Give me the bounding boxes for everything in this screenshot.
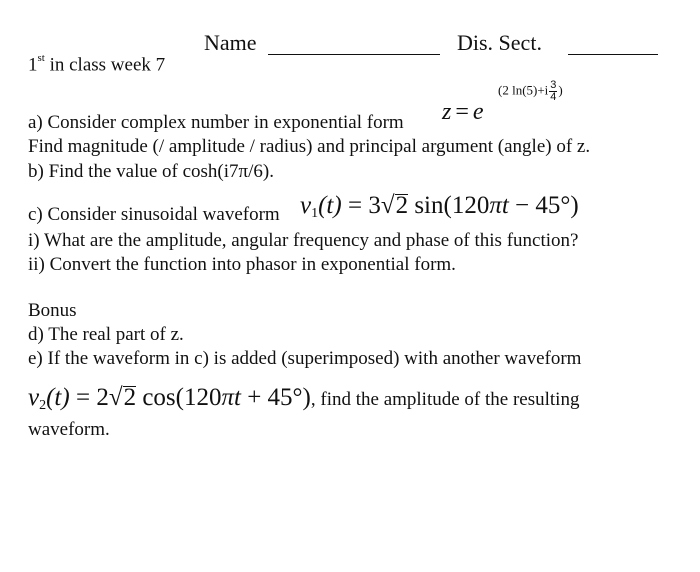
- week-heading: [28, 54, 165, 76]
- part-c-line-ii: ii) Convert the function into phasor in exponential form.: [28, 254, 456, 275]
- v1-var: v: [300, 192, 312, 219]
- exponent-right: ): [558, 82, 563, 98]
- part-c-line1: c) Consider sinusoidal waveform: [28, 204, 280, 225]
- v2-coef: = 2: [69, 384, 109, 411]
- z-var: z: [442, 99, 452, 125]
- v1-subscript: 1: [311, 206, 319, 221]
- bonus-line-d: d) The real part of z.: [28, 324, 184, 345]
- v1-phase: − 45°): [508, 192, 579, 219]
- part-a-line2: Find magnitude (/ amplitude / radius) and principal argument (angle) of z.: [28, 136, 591, 157]
- v2-formula: $v_2(t) = 2√2$ cos(120πt + 45°), find the amplitude of the resulting: [28, 384, 580, 413]
- z-formula: [442, 99, 484, 126]
- v2-func: cos(120: [136, 384, 222, 411]
- name-blank-line: [268, 53, 440, 55]
- exponent-numerator: 3: [550, 79, 557, 91]
- name-label: Name: [204, 30, 257, 55]
- section-label: Dis. Sect.: [457, 30, 542, 55]
- bonus-title: Bonus: [28, 300, 77, 321]
- v2-subscript: 2: [39, 398, 47, 413]
- v2-phase: + 45°): [240, 384, 311, 411]
- exponent-denominator: 4: [550, 91, 557, 103]
- week-text: in class week 7: [44, 54, 166, 76]
- v2-root: 2: [123, 384, 137, 411]
- v1-pit: πt: [489, 192, 509, 219]
- section-blank-line: [568, 53, 658, 55]
- part-c-line-i: i) What are the amplitude, angular frequency and phase of this function?: [28, 230, 579, 251]
- v1-formula: $v_1(t) = 3√2$ sin(120πt − 45°): [300, 192, 579, 221]
- bonus-line-e: e) If the waveform in c) is added (superimposed) with another waveform: [28, 348, 582, 369]
- week-number: 1: [28, 54, 38, 76]
- v1-func: sin(120: [408, 192, 490, 219]
- v2-var: v: [28, 384, 40, 411]
- v1-t: (t): [318, 192, 342, 219]
- exponent-left: (2 ln(5)+i: [498, 82, 549, 98]
- z-e: e: [472, 99, 484, 125]
- part-b-line: b) Find the value of cosh(i7π/6).: [28, 161, 274, 182]
- part-a-line1: a) Consider complex number in exponential form: [28, 112, 404, 133]
- z-exponent: [498, 80, 563, 103]
- z-equals: =: [455, 99, 469, 125]
- bonus-line-e-tail: , find the amplitude of the resulting: [310, 389, 580, 410]
- exponent-fraction: [549, 80, 557, 103]
- bonus-last-line: waveform.: [28, 419, 110, 440]
- week-ordinal: st: [37, 52, 45, 64]
- v2-t: (t): [46, 384, 70, 411]
- v1-coef: = 3: [341, 192, 381, 219]
- v2-pit: πt: [221, 384, 241, 411]
- v1-root: 2: [395, 192, 409, 219]
